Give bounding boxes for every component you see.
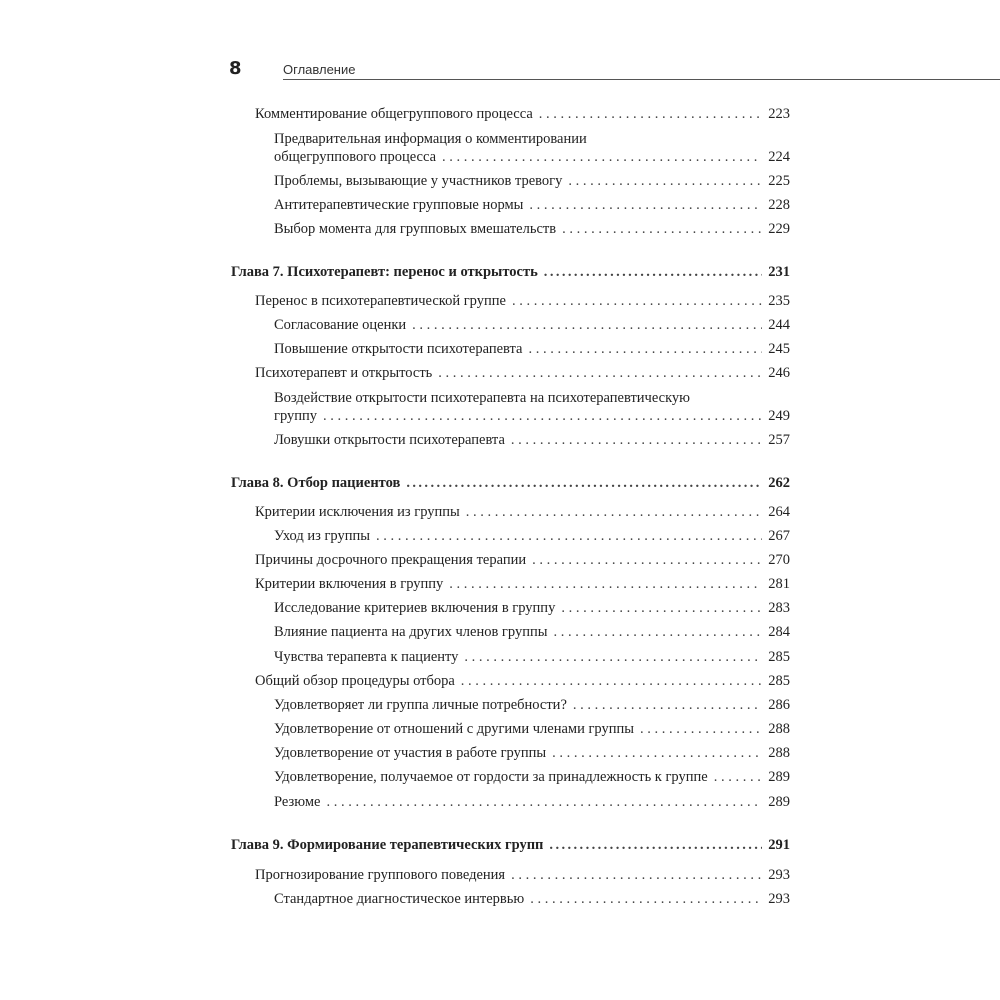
toc-entry-title: Перенос в психотерапевтической группе: [255, 293, 506, 309]
toc-entry-title: общегруппового процесса: [274, 149, 437, 165]
dot-leader: [529, 196, 762, 214]
toc-entry-title: Общий обзор процедуры отбора: [255, 673, 455, 689]
dot-leader: [528, 340, 762, 358]
toc-entry: [274, 316, 790, 334]
toc-chapter-page: 262: [768, 475, 790, 491]
dot-leader: [552, 744, 762, 762]
toc-entry-page: 284: [768, 624, 790, 640]
toc-entry-page: 283: [768, 600, 790, 616]
toc-entry: [274, 340, 790, 358]
toc-entry: [274, 220, 790, 238]
toc-entry-title: Влияние пациента на других членов группы: [274, 624, 548, 640]
dot-leader: [412, 316, 762, 334]
toc-entry-page: 246: [768, 365, 790, 381]
dot-leader: [464, 648, 762, 666]
toc-entry-page: 293: [768, 867, 790, 883]
toc-entry-page: 293: [768, 891, 790, 907]
toc-entry-title: Чувства терапевта к пациенту: [274, 649, 459, 665]
toc-entry-title: группу: [274, 408, 318, 424]
toc-entry-title: Повышение открытости психотерапевта: [274, 341, 523, 357]
toc-chapter-title: Глава 8. Отбор пациентов: [231, 475, 401, 491]
dot-leader: [640, 720, 762, 738]
toc-entry-title: Уход из группы: [274, 528, 370, 544]
toc-entry-page: 244: [768, 317, 790, 333]
toc-entry-title: Критерии включения в группу: [255, 576, 444, 592]
toc-entry: [274, 648, 790, 666]
toc-entry-page: 270: [768, 552, 790, 568]
toc-entry-title: Резюме: [274, 794, 321, 810]
dot-leader: [562, 220, 762, 238]
toc-entry-page: 285: [768, 649, 790, 665]
dot-leader: [461, 672, 762, 690]
toc-entry: [274, 407, 790, 425]
toc-entry-page: 267: [768, 528, 790, 544]
page-number: 8: [229, 58, 242, 79]
toc-entry: [274, 148, 790, 166]
toc-entry-title: Прогнозирование группового поведения: [255, 867, 506, 883]
toc-chapter: [231, 474, 790, 492]
toc-entry-title: Психотерапевт и открытость: [255, 365, 433, 381]
toc-entry: [274, 431, 790, 449]
dot-leader: [714, 768, 763, 786]
toc-chapter: [231, 836, 790, 854]
toc-entry-title: Выбор момента для групповых вмешательств: [274, 221, 557, 237]
toc-entry: [255, 105, 790, 123]
dot-leader: [511, 866, 762, 884]
toc-entry-page: 289: [768, 769, 790, 785]
dot-leader: [511, 431, 762, 449]
dot-leader: [449, 575, 762, 593]
toc-entry: [274, 793, 790, 811]
dot-leader: [406, 474, 762, 492]
toc-entry-page: 289: [768, 794, 790, 810]
toc-entry: [274, 696, 790, 714]
dot-leader: [530, 890, 762, 908]
toc-entry-title: Удовлетворение от участия в работе группы: [274, 745, 547, 761]
toc-entry-title-line1: Воздействие открытости психотерапевта на психотерапевтическую: [274, 390, 691, 406]
dot-leader: [326, 793, 762, 811]
toc-entry-title: Согласование оценки: [274, 317, 407, 333]
toc-entry-title: Критерии исключения из группы: [255, 504, 460, 520]
toc-entry-page: 264: [768, 504, 790, 520]
toc-entry-page: 285: [768, 673, 790, 689]
toc-entry: [255, 551, 790, 569]
toc-entry: [274, 527, 790, 545]
toc-entry-title: Стандартное диагностическое интервью: [274, 891, 525, 907]
toc-entry-title: Комментирование общегруппового процесса: [255, 106, 533, 122]
page-header: [229, 58, 789, 82]
toc-entry-title: Исследование критериев включения в группу: [274, 600, 556, 616]
toc-entry: [274, 768, 790, 786]
dot-leader: [561, 599, 762, 617]
toc-entry-title-line1: Предварительная информация о комментировании: [274, 131, 587, 147]
toc-entry-title: Удовлетворение от отношений с другими членами группы: [274, 721, 634, 737]
toc-entry-page: 228: [768, 197, 790, 213]
toc-entry-title: Ловушки открытости психотерапевта: [274, 432, 505, 448]
toc-chapter-title: Глава 7. Психотерапевт: перенос и открытость: [231, 264, 538, 280]
dot-leader: [323, 407, 762, 425]
toc-entry-page: 245: [768, 341, 790, 357]
toc-entry: [274, 599, 790, 617]
dot-leader: [539, 105, 762, 123]
dot-leader: [442, 148, 762, 166]
toc-entry: [255, 672, 790, 690]
toc-entry: [274, 196, 790, 214]
toc-entry: [274, 623, 790, 641]
dot-leader: [553, 623, 762, 641]
toc-entry: [274, 744, 790, 762]
running-head: Оглавление: [283, 62, 356, 77]
header-rule: [283, 79, 1000, 80]
toc-entry-page: 225: [768, 173, 790, 189]
toc-entry: [274, 890, 790, 908]
toc-entry-page: 288: [768, 745, 790, 761]
toc-chapter-title: Глава 9. Формирование терапевтических групп: [231, 837, 544, 853]
toc-chapter-page: 291: [768, 837, 790, 853]
toc-entry-page: 257: [768, 432, 790, 448]
toc-entry: [274, 720, 790, 738]
toc-entry: [255, 866, 790, 884]
dot-leader: [573, 696, 762, 714]
toc-entry-page: 223: [768, 106, 790, 122]
dot-leader: [544, 263, 762, 281]
toc-entry-page: 229: [768, 221, 790, 237]
toc-entry: [255, 575, 790, 593]
dot-leader: [549, 836, 762, 854]
dot-leader: [376, 527, 762, 545]
dot-leader: [568, 172, 762, 190]
toc-entry-title: Антитерапевтические групповые нормы: [274, 197, 524, 213]
toc-entry-title: Проблемы, вызывающие у участников тревогу: [274, 173, 563, 189]
dot-leader: [512, 292, 762, 310]
dot-leader: [438, 364, 762, 382]
toc-entry-page: 249: [768, 408, 790, 424]
toc-entry-title: Причины досрочного прекращения терапии: [255, 552, 527, 568]
toc-entry-page: 235: [768, 293, 790, 309]
toc-entry: [274, 172, 790, 190]
toc-entry: [255, 503, 790, 521]
toc-entry-page: 286: [768, 697, 790, 713]
toc-entry: [255, 364, 790, 382]
toc-entry-title: Удовлетворение, получаемое от гордости за принадлежность к группе: [274, 769, 708, 785]
toc-entry-page: 288: [768, 721, 790, 737]
toc-entry: [255, 292, 790, 310]
toc-chapter: [231, 263, 790, 281]
toc-entry-page: 224: [768, 149, 790, 165]
dot-leader: [532, 551, 762, 569]
toc-chapter-page: 231: [768, 264, 790, 280]
toc-entry-title: Удовлетворяет ли группа личные потребности?: [274, 697, 567, 713]
dot-leader: [466, 503, 762, 521]
toc-entry-page: 281: [768, 576, 790, 592]
